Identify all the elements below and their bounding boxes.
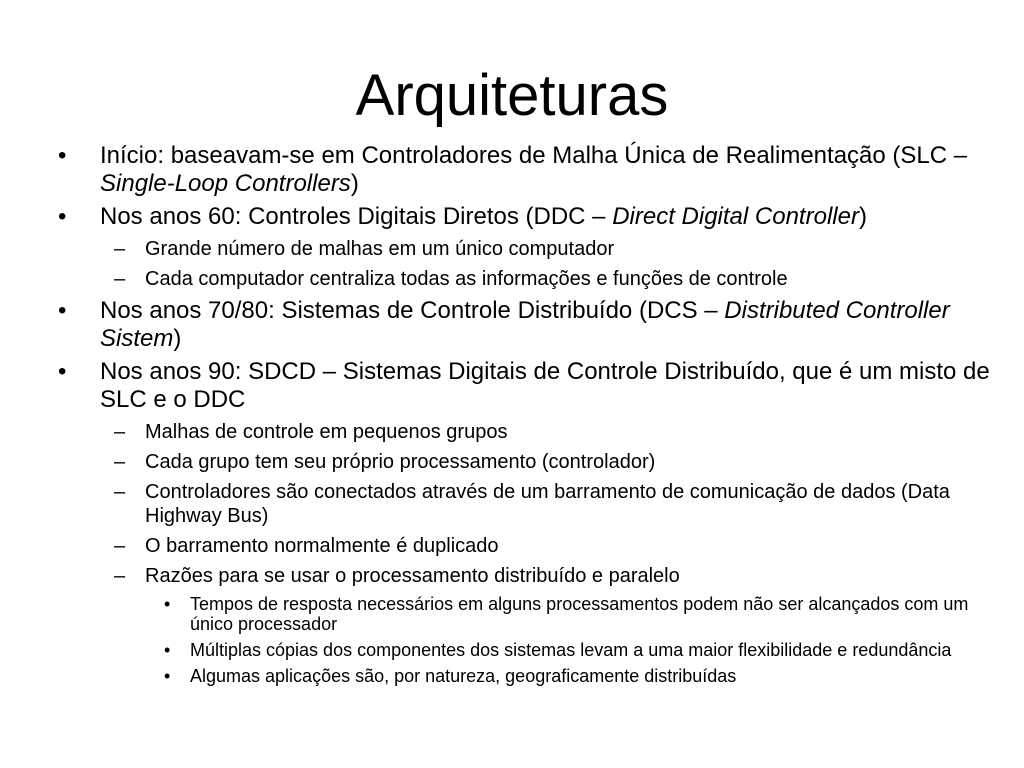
sub-bullet-item (54, 237, 994, 261)
sub-bullet-text: Controladores são conectados através de um barramento de comunicação de dados (Data Highway Bus) (145, 481, 950, 527)
bullet-text: Nos anos 70/80: Sistemas de Controle Distribuído (DCS – (100, 297, 725, 324)
dash-marker: – (114, 268, 126, 290)
dash-marker: – (114, 481, 126, 503)
bullet-text: Nos anos 90: SDCD – Sistemas Digitais de Controle Distribuído, que é um misto de SLC e o DDC (100, 358, 990, 413)
sub-sub-bullet-text: Múltiplas cópias dos componentes dos sistemas levam a uma maior flexibilidade e redundância (190, 640, 952, 660)
sub-sub-bullet-item (54, 666, 994, 686)
bullet-italic-term: Single-Loop Controllers (100, 170, 351, 197)
dash-marker: – (114, 421, 126, 443)
bullet-marker: • (164, 666, 171, 686)
bullet-text: Início: baseavam-se em Controladores de Malha Única de Realimentação (SLC – (100, 142, 968, 169)
bullet-text: Nos anos 60: Controles Digitais Diretos (DDC – (100, 203, 613, 230)
bullet-marker: • (58, 358, 67, 385)
sub-bullet-text: O barramento normalmente é duplicado (145, 535, 499, 557)
sub-bullet-text: Cada grupo tem seu próprio processamento (controlador) (145, 451, 656, 473)
bullet-list (54, 142, 994, 686)
sub-bullet-item (54, 450, 994, 474)
dash-marker: – (114, 451, 126, 473)
bullet-text-end: ) (858, 203, 867, 230)
slide-title: Arquiteturas (355, 63, 669, 128)
sub-bullet-item (54, 534, 994, 558)
sub-bullet-item (54, 267, 994, 291)
dash-marker: – (114, 238, 126, 260)
sub-bullet-item (54, 420, 994, 444)
bullet-marker: • (58, 297, 67, 324)
sub-bullet-text: Cada computador centraliza todas as informações e funções de controle (145, 268, 788, 290)
bullet-italic-term: Direct Digital Controller (612, 203, 859, 230)
bullet-item (54, 142, 994, 198)
bullet-marker: • (164, 640, 171, 660)
sub-bullet-text: Razões para se usar o processamento distribuído e paralelo (145, 565, 680, 587)
bullet-text-end: ) (350, 170, 359, 197)
sub-bullet-text: Malhas de controle em pequenos grupos (145, 421, 508, 443)
bullet-marker: • (58, 203, 67, 230)
bullet-item (54, 203, 994, 231)
bullet-italic-term: Distributed Controller Sistem (100, 297, 950, 352)
bullet-item (54, 358, 994, 414)
sub-sub-bullet-item (54, 640, 994, 660)
sub-sub-bullet-text: Tempos de resposta necessários em alguns processamentos podem não ser alcançados com um único processador (190, 594, 969, 634)
sub-sub-bullet-text: Algumas aplicações são, por natureza, geograficamente distribuídas (190, 666, 737, 686)
sub-sub-bullet-item (54, 594, 994, 634)
sub-bullet-item (54, 480, 994, 528)
dash-marker: – (114, 565, 126, 587)
sub-bullet-text: Grande número de malhas em um único computador (145, 238, 615, 260)
sub-bullet-item (54, 564, 994, 588)
bullet-text-end: ) (173, 325, 182, 352)
bullet-marker: • (164, 594, 171, 614)
dash-marker: – (114, 535, 126, 557)
bullet-marker: • (58, 142, 67, 169)
bullet-item (54, 297, 994, 353)
